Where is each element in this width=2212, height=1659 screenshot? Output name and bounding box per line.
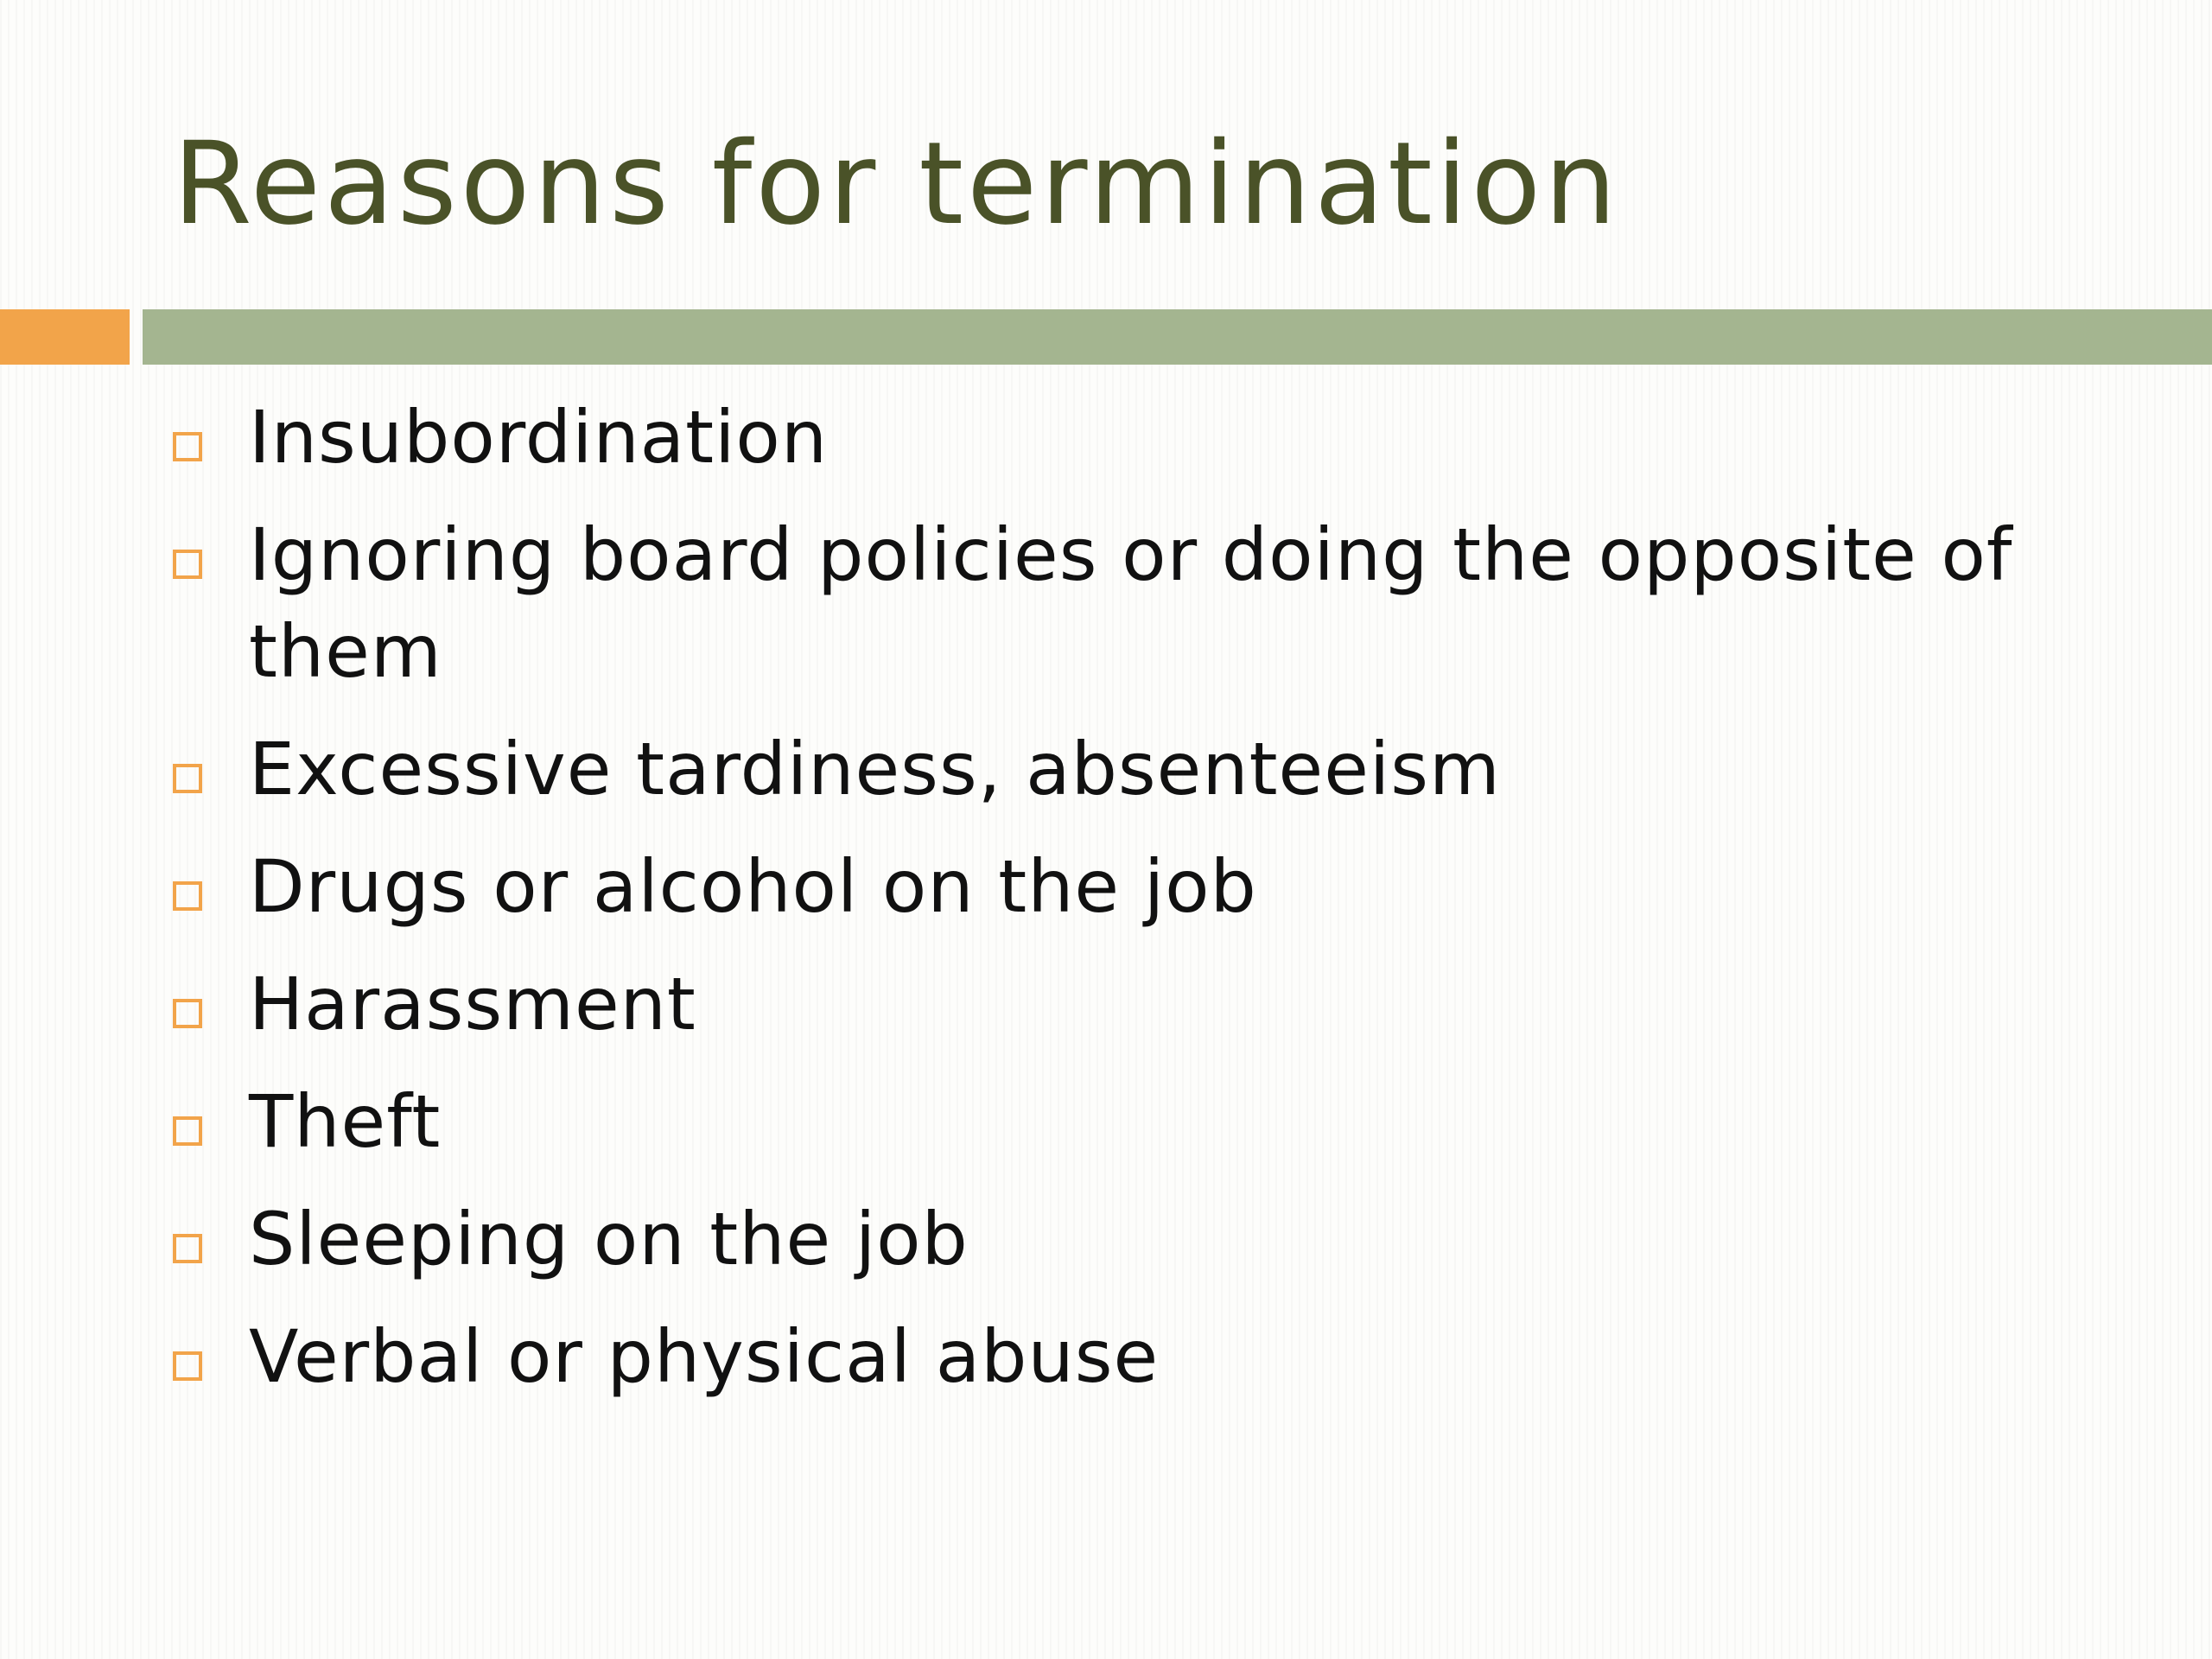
slide-title: Reasons for termination: [173, 118, 1620, 251]
accent-band: [0, 309, 130, 365]
square-bullet-icon: [173, 1351, 202, 1381]
bullet-text: Excessive tardiness, absenteeism: [249, 727, 1501, 811]
bullet-text: Insubordination: [249, 395, 829, 480]
square-bullet-icon: [173, 999, 202, 1028]
bullet-item: [173, 1073, 2022, 1170]
square-bullet-icon: [173, 550, 202, 579]
bullet-item: [173, 956, 2022, 1052]
bullet-item: [173, 1191, 2022, 1287]
bullet-text: Harassment: [249, 962, 696, 1046]
bullet-item: [173, 721, 2022, 817]
bullet-text: Ignoring board policies or doing the opposite of them: [249, 512, 2013, 694]
bullet-item: [173, 506, 2022, 700]
bullet-item: [173, 389, 2022, 486]
square-bullet-icon: [173, 881, 202, 911]
square-bullet-icon: [173, 1234, 202, 1263]
square-bullet-icon: [173, 764, 202, 793]
bullet-text: Sleeping on the job: [249, 1197, 969, 1281]
bullet-text: Verbal or physical abuse: [249, 1314, 1160, 1399]
bullet-item: [173, 1308, 2022, 1405]
square-bullet-icon: [173, 1116, 202, 1146]
bullet-item: [173, 838, 2022, 935]
bullet-list: [173, 389, 2022, 1426]
title-divider-band: [143, 309, 2212, 365]
bullet-text: Drugs or alcohol on the job: [249, 844, 1257, 929]
square-bullet-icon: [173, 432, 202, 461]
bullet-text: Theft: [249, 1079, 442, 1164]
